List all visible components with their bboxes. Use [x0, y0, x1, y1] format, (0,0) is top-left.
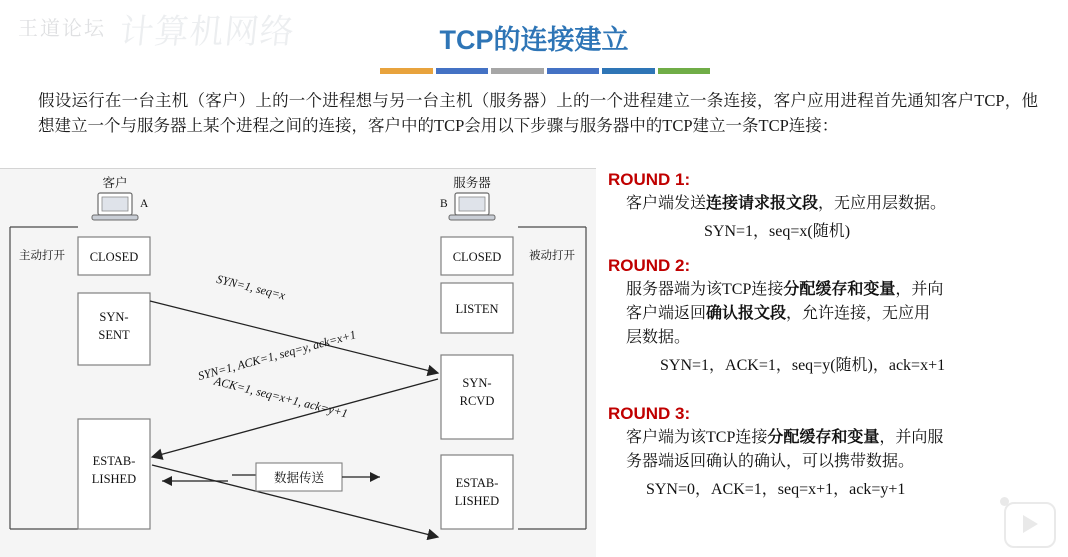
round-1-body	[608, 192, 946, 216]
round-3-heading: ROUND 3:	[608, 404, 691, 423]
watermark-course: 计算机网络	[117, 14, 297, 51]
round-1-text-suffix: ，无应用层数据。	[818, 195, 947, 212]
client-host-letter: A	[140, 198, 149, 210]
client-state-syn-1: SYN-	[99, 310, 129, 324]
round-2-line2-prefix: 客户端返回	[626, 305, 707, 322]
round-3-body	[608, 426, 943, 474]
round-1-heading: ROUND 1:	[608, 170, 691, 189]
round-1	[608, 170, 946, 245]
client-state-syn-2: SENT	[98, 328, 130, 342]
round-2-body	[608, 278, 945, 350]
server-state-estab-2: LISHED	[454, 494, 500, 508]
round-2-line3: 层数据。	[626, 329, 691, 346]
server-state-estab-1: ESTAB-	[455, 476, 499, 490]
server-open-label: 被动打开	[529, 250, 575, 262]
server-state-listen: LISTEN	[455, 302, 499, 316]
data-transfer-label: 数据传送	[273, 471, 325, 485]
rule-seg-2	[436, 68, 489, 74]
round-3	[608, 404, 943, 503]
intro-paragraph: 假设运行在一台主机（客户）上的一个进程想与另一台主机（服务器）上的一个进程建立一条连接，客户应用进程首先通知客户TCP，他想建立一个与服务器上某个进程之间的连接，客户中的TCP会用以下步骤与服务器中的TCP建立一条TCP连接：	[38, 91, 1038, 135]
play-badge-icon	[1004, 502, 1056, 548]
client-host-icon	[92, 193, 138, 220]
round-1-text-bold: 连接请求报文段	[706, 195, 819, 212]
message-synack: SYN=1, ACK=1, seq=y, ack=x+1	[196, 327, 358, 383]
client-open-label: 主动打开	[19, 250, 65, 262]
rule-seg-4	[547, 68, 600, 74]
client-label: 客户	[102, 176, 128, 190]
round-1-formula: SYN=1，seq=x(随机)	[704, 223, 851, 240]
play-badge-dot	[1000, 497, 1009, 506]
server-state-syn-1: SYN-	[462, 376, 492, 390]
server-state-syn-2: RCVD	[459, 394, 495, 408]
watermark-forum: 王道论坛	[18, 18, 106, 40]
rule-seg-3	[491, 68, 544, 74]
rounds-panel	[608, 168, 1060, 556]
server-state-estab-box	[441, 455, 513, 529]
rule-seg-1	[380, 68, 433, 74]
round-2-line1-bold: 分配缓存和变量	[783, 281, 896, 298]
title-rule	[380, 68, 710, 74]
round-3-line1-bold: 分配缓存和变量	[767, 429, 880, 446]
round-2-line1-suffix: ，并向	[895, 281, 944, 298]
page-title: TCP的连接建立	[439, 25, 629, 55]
rule-seg-5	[602, 68, 655, 74]
message-ack: ACK=1, seq=x+1, ack=y+1	[212, 373, 350, 421]
round-2-heading: ROUND 2:	[608, 256, 691, 275]
server-host-icon	[449, 193, 495, 220]
round-2	[608, 256, 945, 379]
client-state-estab-1: ESTAB-	[92, 454, 136, 468]
client-state-estab-2: LISHED	[91, 472, 137, 486]
round-3-formula: SYN=0，ACK=1，seq=x+1，ack=y+1	[645, 481, 906, 498]
round-2-line1-prefix: 服务器端为该TCP连接	[626, 281, 784, 298]
message-syn: SYN=1, seq=x	[215, 271, 287, 303]
server-host-letter: B	[440, 198, 448, 210]
arrow-synack	[152, 379, 438, 457]
round-3-line1-prefix: 客户端为该TCP连接	[626, 429, 768, 446]
round-3-line1-suffix: ，并向服	[879, 429, 944, 446]
tcp-handshake-diagram	[0, 168, 596, 557]
round-1-text-prefix: 客户端发送	[626, 195, 707, 212]
rule-seg-6	[658, 68, 711, 74]
server-label: 服务器	[453, 176, 491, 190]
round-3-line2: 务器端返回确认的确认，可以携带数据。	[626, 453, 915, 470]
arrow-syn	[150, 301, 438, 373]
server-state-closed: CLOSED	[452, 250, 502, 264]
client-state-closed: CLOSED	[89, 250, 139, 264]
round-2-line2-suffix: ，允许连接，无应用	[786, 305, 931, 322]
round-2-line2-bold: 确认报文段	[706, 305, 787, 322]
round-2-formula: SYN=1，ACK=1，seq=y(随机)，ack=x+1	[660, 357, 946, 374]
